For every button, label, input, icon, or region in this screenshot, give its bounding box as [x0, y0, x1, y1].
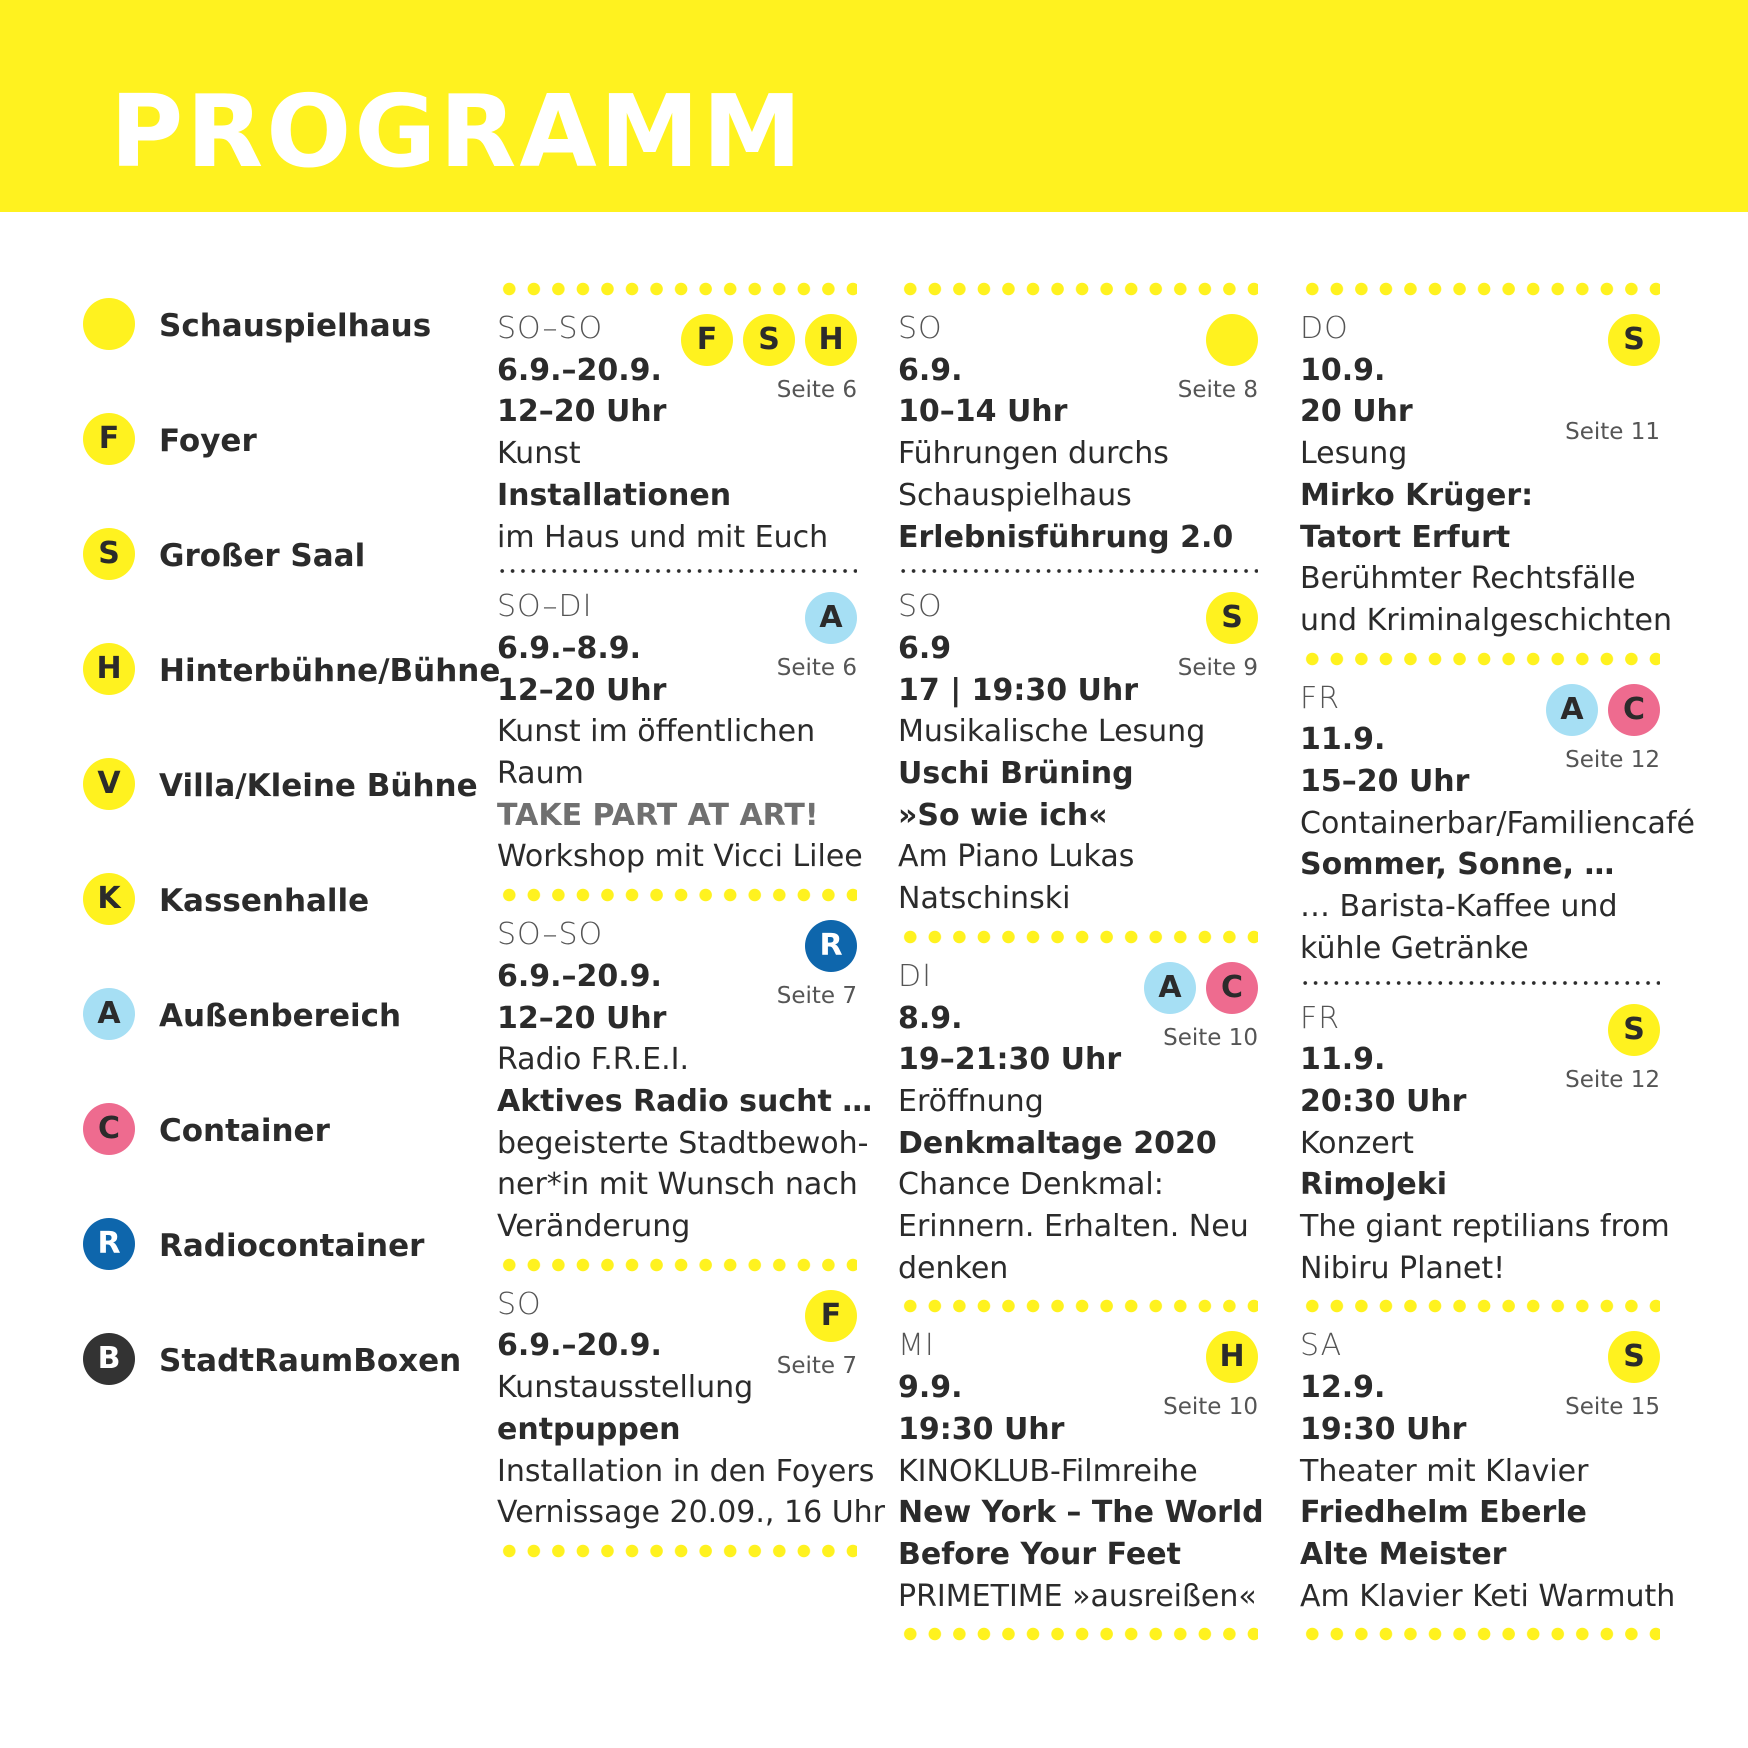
venue-badges: [805, 592, 857, 644]
venue-badge: V: [83, 758, 135, 810]
event-description: Am Klavier Keti Warmuth: [1300, 1578, 1676, 1614]
dotted-divider: [1300, 282, 1660, 296]
venue-badges: [1608, 1004, 1660, 1056]
venue-badge: [1206, 314, 1258, 366]
legend-item: [83, 1333, 483, 1448]
venue-badge: K: [83, 873, 135, 925]
venue-badge: [83, 298, 135, 350]
program-entry: [898, 574, 1258, 930]
event-date: 11.9.: [1300, 1042, 1386, 1078]
dotted-divider: [497, 888, 857, 902]
event-time: 20 Uhr: [1300, 394, 1413, 430]
event-description: Erinnern. Erhalten. Neu: [898, 1209, 1249, 1245]
event-title: Denkmaltage 2020: [898, 1125, 1217, 1161]
venue-badges: [1608, 1331, 1660, 1383]
venue-badge: C: [1608, 684, 1660, 736]
program-entry: [898, 296, 1258, 568]
event-day: SO–SO: [497, 311, 604, 346]
venue-badge: F: [681, 314, 733, 366]
dotted-divider: [497, 1258, 857, 1272]
event-date: 6.9: [898, 630, 952, 666]
venue-label: Foyer: [159, 423, 257, 459]
venue-label: Container: [159, 1113, 330, 1149]
event-category: KINOKLUB-Filmreihe: [898, 1453, 1198, 1489]
event-day: DO: [1300, 311, 1349, 346]
event-title: Uschi Brüning: [898, 756, 1134, 792]
event-category: Führungen durchs: [898, 436, 1169, 472]
event-time: 12–20 Uhr: [497, 1000, 667, 1036]
page-reference: Seite 9: [1177, 655, 1258, 682]
page-reference: Seite 8: [1177, 377, 1258, 403]
event-description: The giant reptilians from: [1300, 1209, 1670, 1245]
venue-badges: [1206, 592, 1258, 644]
program-column-3: [1300, 282, 1695, 1641]
event-day: SO–SO: [497, 917, 604, 953]
event-description: … Barista-Kaffee und: [1300, 889, 1618, 925]
venue-badge: R: [83, 1218, 135, 1270]
program-entry: [898, 1313, 1264, 1627]
dotted-divider: [898, 1299, 1258, 1313]
venue-badge: R: [805, 920, 857, 972]
event-date: 12.9.: [1300, 1370, 1386, 1406]
event-day: SO–DI: [497, 589, 593, 625]
event-date: 6.9.–20.9.: [497, 1328, 662, 1364]
event-category: Musikalische Lesung: [898, 714, 1206, 750]
event-description: Nibiru Planet!: [1300, 1250, 1506, 1286]
event-title: Installationen: [497, 477, 732, 513]
event-title: Mirko Krüger:: [1300, 477, 1534, 513]
event-date: 6.9.: [898, 352, 963, 388]
venue-badge: B: [83, 1333, 135, 1385]
page-reference: Seite 11: [1565, 419, 1660, 445]
event-category: Kunst im öffentlichen: [497, 714, 816, 750]
event-category: Schauspielhaus: [898, 477, 1132, 513]
page-reference: Seite 6: [776, 377, 857, 403]
venue-badge: C: [83, 1103, 135, 1155]
event-time: 12–20 Uhr: [497, 672, 667, 708]
page-title: PROGRAMM: [110, 73, 805, 190]
program-entry: [898, 944, 1258, 1300]
event-time: 15–20 Uhr: [1300, 764, 1470, 800]
venue-badge: A: [805, 592, 857, 644]
event-day: FR: [1300, 1000, 1341, 1036]
page-reference: Seite 10: [1163, 1024, 1258, 1051]
legend-item: [83, 643, 501, 758]
legend-item: [83, 1103, 483, 1218]
event-description: und Kriminalgeschichten: [1300, 602, 1672, 638]
venue-badge: S: [1608, 1004, 1660, 1056]
event-category: Radio F.R.E.I.: [497, 1042, 689, 1078]
venue-badges: [1206, 1331, 1258, 1383]
event-title: Sommer, Sonne, …: [1300, 847, 1615, 883]
legend-item: [83, 298, 483, 413]
event-title: Before Your Feet: [898, 1536, 1181, 1572]
venue-badge: A: [1546, 684, 1598, 736]
venue-badge: S: [1206, 592, 1258, 644]
dotted-divider: [497, 1544, 857, 1558]
event-category: Konzert: [1300, 1125, 1414, 1161]
event-category: Eröffnung: [898, 1083, 1044, 1119]
event-category: Containerbar/Familiencafé: [1300, 805, 1695, 841]
event-day: FR: [1300, 680, 1341, 716]
event-title: Tatort Erfurt: [1300, 519, 1511, 555]
event-day: DI: [898, 958, 932, 994]
dotted-divider: [1300, 1627, 1660, 1641]
venue-badge: C: [1206, 962, 1258, 1014]
venue-label: Villa/Kleine Bühne: [159, 768, 478, 804]
page-reference: Seite 15: [1565, 1394, 1660, 1421]
venue-badges: [1608, 314, 1660, 366]
venue-badges: [805, 1290, 857, 1342]
event-date: 6.9.–20.9.: [497, 352, 662, 388]
venue-label: Hinterbühne/Bühne: [159, 653, 501, 689]
venue-badge: F: [83, 413, 135, 465]
program-entry: [1300, 666, 1695, 980]
event-date: 6.9.–8.9.: [497, 630, 642, 666]
event-date: 8.9.: [898, 1000, 963, 1036]
dotted-divider: [898, 1627, 1258, 1641]
event-description: denken: [898, 1250, 1009, 1286]
page-reference: Seite 7: [776, 1352, 857, 1379]
program-entry: [1300, 986, 1670, 1300]
venue-badge: H: [805, 314, 857, 366]
event-description: Chance Denkmal:: [898, 1167, 1164, 1203]
event-category: Kunst: [497, 436, 581, 472]
event-time: 17 | 19:30 Uhr: [898, 672, 1139, 708]
program-entry: [497, 296, 857, 568]
page-reference: Seite 12: [1565, 746, 1660, 773]
event-time: 12–20 Uhr: [497, 394, 667, 430]
event-title: Aktives Radio sucht …: [497, 1083, 873, 1119]
venue-badge: F: [805, 1290, 857, 1342]
event-title: New York – The World: [898, 1495, 1264, 1531]
legend-item: [83, 873, 483, 988]
page-reference: Seite 12: [1565, 1066, 1660, 1093]
venue-badges: [1546, 684, 1660, 736]
program-entry: [1300, 296, 1672, 652]
dotted-divider: [1300, 1299, 1660, 1313]
venue-label: Kassenhalle: [159, 883, 370, 919]
event-category: Kunstausstellung: [497, 1370, 754, 1406]
event-description: Veränderung: [497, 1209, 691, 1245]
legend-item: [83, 1218, 483, 1333]
page-reference: Seite 6: [776, 655, 857, 682]
program-entry: [497, 574, 863, 888]
venue-badge: H: [1206, 1331, 1258, 1383]
event-description: Am Piano Lukas: [898, 839, 1135, 875]
venue-badge: S: [743, 314, 795, 366]
event-category: Raum: [497, 756, 584, 792]
program-column-1: [497, 282, 885, 1558]
event-category: Lesung: [1300, 436, 1408, 472]
event-title: Alte Meister: [1300, 1536, 1507, 1572]
legend-item: [83, 988, 483, 1103]
venue-badge: A: [1144, 962, 1196, 1014]
venue-label: StadtRaumBoxen: [159, 1343, 462, 1379]
event-date: 9.9.: [898, 1370, 963, 1406]
event-title: TAKE PART AT ART!: [497, 797, 819, 833]
program-entry: [497, 1272, 885, 1544]
event-description: begeisterte Stadtbewoh-: [497, 1125, 869, 1161]
event-title: Erlebnisführung 2.0: [898, 519, 1234, 555]
venue-label: Großer Saal: [159, 538, 366, 574]
event-description: ner*in mit Wunsch nach: [497, 1167, 858, 1203]
venue-badge: S: [1608, 314, 1660, 366]
event-time: 19:30 Uhr: [898, 1411, 1065, 1447]
venue-badge: S: [83, 528, 135, 580]
venue-badges: [1206, 314, 1258, 366]
venue-label: Schauspielhaus: [159, 308, 432, 344]
dotted-divider: [898, 930, 1258, 944]
event-time: 10–14 Uhr: [898, 394, 1068, 430]
venue-badge: H: [83, 643, 135, 695]
event-category: Theater mit Klavier: [1300, 1453, 1589, 1489]
event-date: 10.9.: [1300, 352, 1386, 388]
event-title: Friedhelm Eberle: [1300, 1495, 1587, 1531]
event-time: 19–21:30 Uhr: [898, 1042, 1122, 1078]
page-reference: Seite 7: [776, 983, 857, 1010]
event-description: kühle Getränke: [1300, 930, 1529, 966]
program-column-2: [898, 282, 1264, 1641]
event-description: Installation in den Foyers: [497, 1453, 875, 1489]
event-description: Vernissage 20.09., 16 Uhr: [497, 1495, 885, 1531]
event-title: RimoJeki: [1300, 1167, 1447, 1203]
event-day: SA: [1300, 1328, 1343, 1364]
dotted-divider: [497, 282, 857, 296]
event-description: Workshop mit Vicci Lilee: [497, 839, 863, 875]
event-day: SO: [898, 589, 943, 625]
event-title: »So wie ich«: [898, 797, 1108, 833]
event-day: MI: [898, 1328, 935, 1364]
venue-badges: [1144, 962, 1258, 1014]
venue-badge: A: [83, 988, 135, 1040]
venue-legend: [83, 298, 501, 1448]
program-entry: [497, 902, 873, 1258]
event-time: 19:30 Uhr: [1300, 1411, 1467, 1447]
program-entry: [1300, 1313, 1676, 1627]
event-description: PRIMETIME »ausreißen«: [898, 1578, 1257, 1614]
event-date: 11.9.: [1300, 722, 1386, 758]
event-time: 20:30 Uhr: [1300, 1083, 1467, 1119]
event-description: Berühmter Rechtsfälle: [1300, 561, 1636, 597]
event-description: Natschinski: [898, 881, 1071, 917]
legend-item: [83, 528, 483, 643]
page-reference: Seite 10: [1163, 1394, 1258, 1421]
event-day: SO: [898, 311, 943, 346]
event-day: SO: [497, 1286, 542, 1322]
event-description: im Haus und mit Euch: [497, 519, 829, 555]
dotted-divider: [1300, 652, 1660, 666]
dotted-divider: [898, 282, 1258, 296]
header-banner: [0, 0, 1748, 212]
event-date: 6.9.–20.9.: [497, 958, 662, 994]
venue-badges: [805, 920, 857, 972]
venue-badge: S: [1608, 1331, 1660, 1383]
venue-label: Außenbereich: [159, 998, 402, 1034]
legend-item: [83, 758, 483, 873]
legend-item: [83, 413, 483, 528]
event-title: entpuppen: [497, 1411, 681, 1447]
venue-badges: [681, 314, 857, 366]
venue-label: Radiocontainer: [159, 1228, 425, 1264]
